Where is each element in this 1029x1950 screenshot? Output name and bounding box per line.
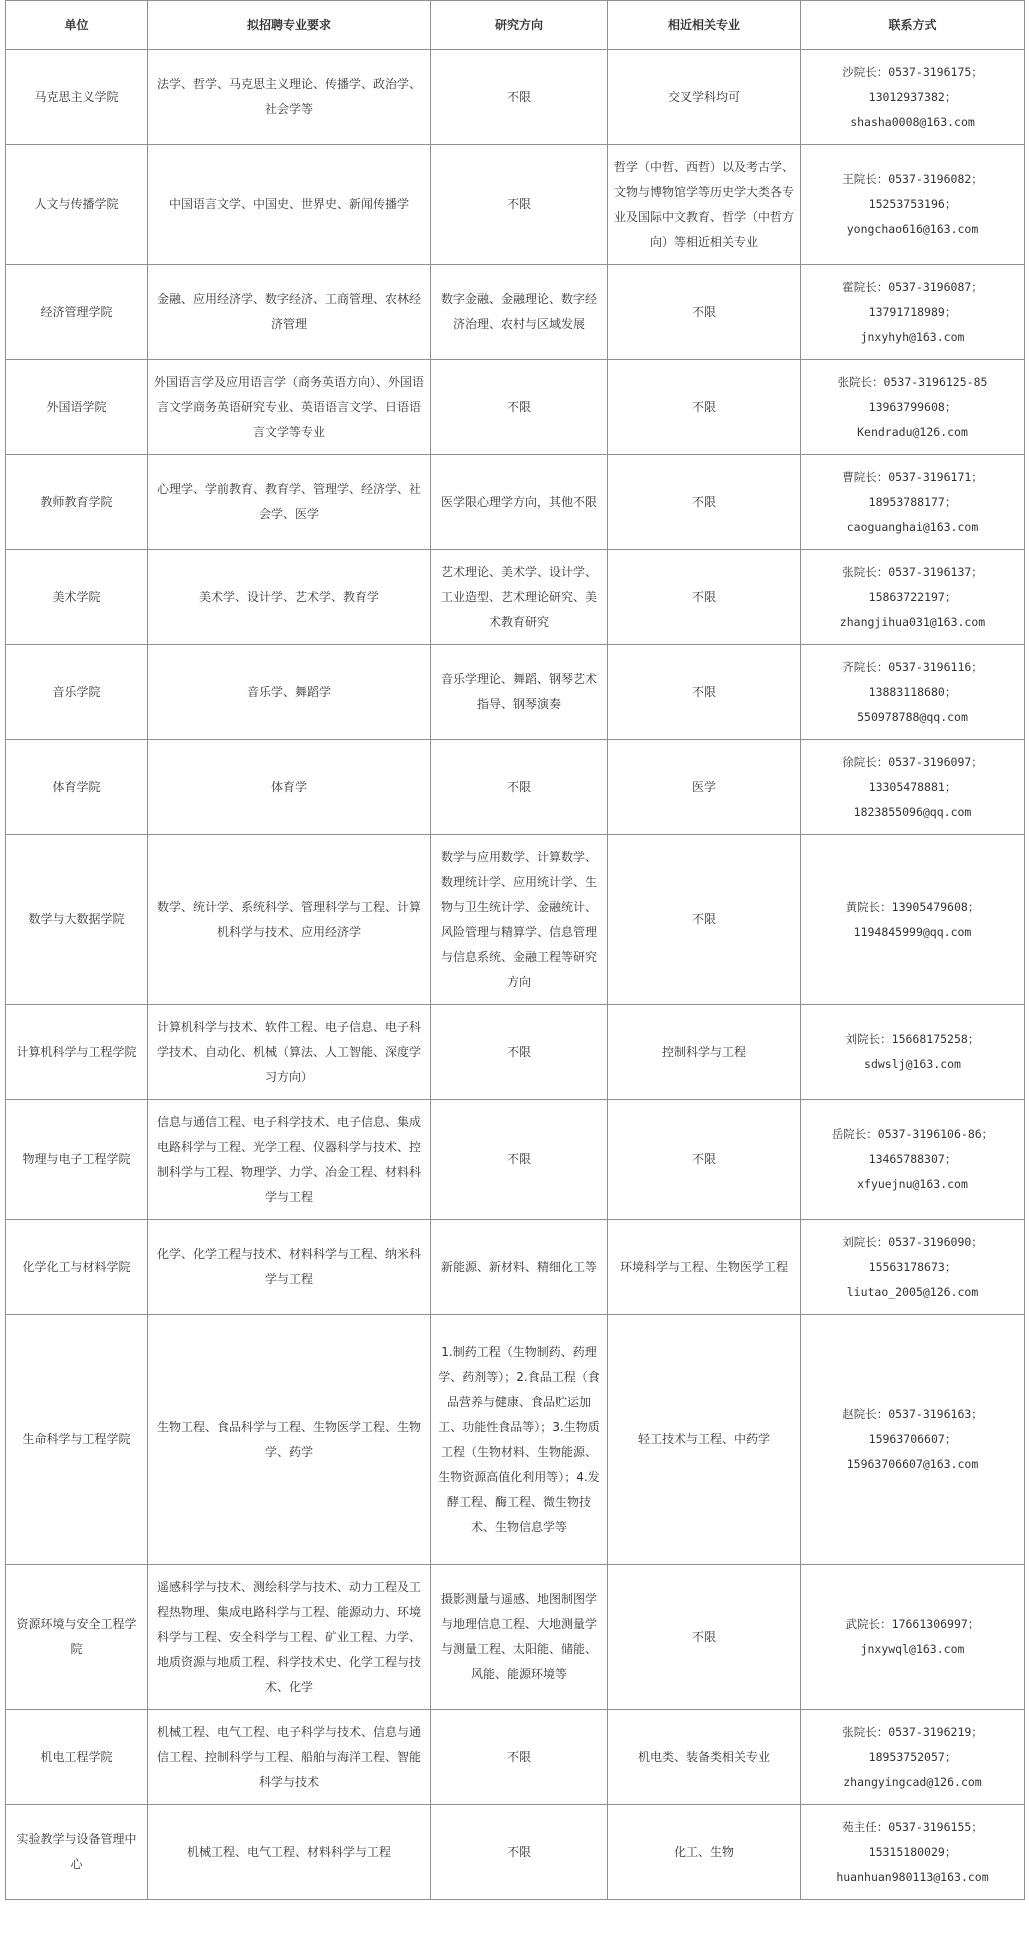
unit-cell: 生命科学与工程学院 (6, 1315, 148, 1565)
header-contact: 联系方式 (801, 1, 1025, 50)
contact-line: 15563178673； (868, 1259, 957, 1274)
contact-line: jnxywql@163.com (860, 1642, 965, 1656)
table-row (6, 645, 1025, 740)
related-cell: 不限 (608, 1100, 801, 1220)
unit-cell: 马克思主义学院 (6, 50, 148, 145)
contact-line: 13963799608； (868, 399, 957, 414)
unit-cell: 美术学院 (6, 550, 148, 645)
contact-cell (801, 1100, 1025, 1220)
table-row (6, 1565, 1025, 1710)
contact-line: 15315180029； (868, 1844, 957, 1859)
table-header-row (6, 1, 1025, 50)
unit-cell: 数学与大数据学院 (6, 835, 148, 1005)
unit-cell: 音乐学院 (6, 645, 148, 740)
contact-line: caoguanghai@163.com (846, 519, 979, 534)
table-row (6, 1805, 1025, 1900)
contact-line: 沙院长：0537-3196175； (842, 64, 983, 79)
recruitment-table (5, 0, 1025, 1900)
contact-line: 1823855096@qq.com (853, 804, 972, 819)
contact-line: zhangyingcad@126.com (843, 1774, 982, 1789)
direction-cell: 医学限心理学方向，其他不限 (431, 455, 608, 550)
contact-cell (801, 1220, 1025, 1315)
unit-cell: 体育学院 (6, 740, 148, 835)
contact-line: 赵院长：0537-3196163； (842, 1407, 983, 1421)
majors-cell: 机械工程、电气工程、电子科学与技术、信息与通信工程、控制科学与工程、船舶与海洋工程、智能科学与技术 (148, 1710, 431, 1805)
related-cell: 不限 (608, 645, 801, 740)
contact-line: 黄院长：13905479608； (845, 899, 980, 914)
contact-line: 15863722197； (868, 589, 957, 604)
related-cell: 轻工技术与工程、中药学 (608, 1315, 801, 1565)
related-cell: 环境科学与工程、生物医学工程 (608, 1220, 801, 1315)
majors-cell: 化学、化学工程与技术、材料科学与工程、纳米科学与工程 (148, 1220, 431, 1315)
direction-cell: 艺术理论、美术学、设计学、工业造型、艺术理论研究、美术教育研究 (431, 550, 608, 645)
table-row (6, 1220, 1025, 1315)
header-majors: 拟招聘专业要求 (148, 1, 431, 50)
header-direction: 研究方向 (431, 1, 608, 50)
contact-line: 刘院长：0537-3196090； (842, 1234, 983, 1249)
contact-line: huanhuan980113@163.com (836, 1869, 989, 1884)
header-unit: 单位 (6, 1, 148, 50)
direction-cell: 不限 (431, 1005, 608, 1100)
related-cell: 不限 (608, 1565, 801, 1710)
table-row (6, 1100, 1025, 1220)
related-cell: 不限 (608, 835, 801, 1005)
contact-line: sdwslj@163.com (864, 1057, 961, 1071)
contact-line: shasha0008@163.com (850, 114, 975, 129)
contact-line: 15963706607； (868, 1432, 957, 1446)
contact-line: 王院长：0537-3196082； (842, 172, 983, 186)
table-body (6, 50, 1025, 1900)
direction-cell: 音乐学理论、舞蹈、钢琴艺术指导、钢琴演奏 (431, 645, 608, 740)
direction-cell: 数字金融、金融理论、数字经济治理、农村与区域发展 (431, 265, 608, 360)
majors-cell: 数学、统计学、系统科学、管理科学与工程、计算机科学与技术、应用经济学 (148, 835, 431, 1005)
contact-line: 13791718989； (868, 304, 957, 319)
unit-cell: 化学化工与材料学院 (6, 1220, 148, 1315)
contact-cell (801, 550, 1025, 645)
majors-cell: 遥感科学与技术、测绘科学与技术、动力工程及工程热物理、集成电路科学与工程、能源动力、环境科学与工程、安全科学与工程、矿业工程、力学、地质资源与地质工程、科学技术史、化学工程与技术、化学 (148, 1565, 431, 1710)
contact-line: zhangjihua031@163.com (839, 614, 986, 629)
majors-cell: 心理学、学前教育、教育学、管理学、经济学、社会学、医学 (148, 455, 431, 550)
table-row (6, 50, 1025, 145)
contact-cell (801, 1005, 1025, 1100)
contact-line: 15253753196； (868, 197, 957, 211)
table-row (6, 1710, 1025, 1805)
contact-cell (801, 360, 1025, 455)
contact-cell (801, 50, 1025, 145)
contact-line: 13012937382； (868, 89, 957, 104)
table-row (6, 145, 1025, 265)
direction-cell: 不限 (431, 145, 608, 265)
direction-cell: 不限 (431, 1100, 608, 1220)
direction-cell: 不限 (431, 360, 608, 455)
unit-cell: 资源环境与安全工程学院 (6, 1565, 148, 1710)
contact-line: 武院长：17661306997； (845, 1617, 980, 1631)
contact-line: 徐院长：0537-3196097； (842, 754, 983, 769)
direction-cell: 不限 (431, 1710, 608, 1805)
contact-line: 13305478881； (868, 779, 957, 794)
related-cell: 交叉学科均可 (608, 50, 801, 145)
related-cell: 不限 (608, 455, 801, 550)
unit-cell: 外国语学院 (6, 360, 148, 455)
majors-cell: 法学、哲学、马克思主义理论、传播学、政治学、社会学等 (148, 50, 431, 145)
direction-cell: 不限 (431, 1805, 608, 1900)
table-row (6, 740, 1025, 835)
contact-line: 18953752057； (868, 1749, 957, 1764)
contact-cell (801, 145, 1025, 265)
related-cell: 控制科学与工程 (608, 1005, 801, 1100)
related-cell: 医学 (608, 740, 801, 835)
contact-cell (801, 1710, 1025, 1805)
related-cell: 机电类、装备类相关专业 (608, 1710, 801, 1805)
contact-cell (801, 1565, 1025, 1710)
table-row (6, 550, 1025, 645)
contact-line: 15963706607@163.com (846, 1457, 979, 1471)
contact-cell (801, 265, 1025, 360)
contact-line: 1194845999@qq.com (853, 924, 972, 939)
unit-cell: 经济管理学院 (6, 265, 148, 360)
contact-cell (801, 740, 1025, 835)
contact-cell (801, 645, 1025, 740)
contact-line: 岳院长：0537-3196106-86； (831, 1127, 994, 1141)
contact-line: 张院长：0537-3196125-85 (837, 374, 988, 389)
contact-line: 13465788307； (868, 1152, 957, 1166)
contact-line: 13883118680； (868, 684, 957, 699)
majors-cell: 中国语言文学、中国史、世界史、新闻传播学 (148, 145, 431, 265)
contact-line: 张院长：0537-3196137； (842, 564, 983, 579)
related-cell: 哲学（中哲、西哲）以及考古学、文物与博物馆学等历史学大类各专业及国际中文教育、哲学（中哲方向）等相近相关专业 (608, 145, 801, 265)
majors-cell: 体育学 (148, 740, 431, 835)
unit-cell: 物理与电子工程学院 (6, 1100, 148, 1220)
majors-cell: 金融、应用经济学、数字经济、工商管理、农林经济管理 (148, 265, 431, 360)
direction-cell: 新能源、新材料、精细化工等 (431, 1220, 608, 1315)
majors-cell: 信息与通信工程、电子科学技术、电子信息、集成电路科学与工程、光学工程、仪器科学与技术、控制科学与工程、物理学、力学、冶金工程、材料科学与工程 (148, 1100, 431, 1220)
contact-line: Kendradu@126.com (857, 424, 968, 439)
direction-cell: 1.制药工程（生物制药、药理学、药剂等）；2.食品工程（食品营养与健康、食品贮运加工、功能性食品等）；3.生物质工程（生物材料、生物能源、生物资源高值化利用等）；4.发酵工程、酶工程、微生物技术、生物信息学等 (431, 1315, 608, 1565)
majors-cell: 外国语言学及应用语言学（商务英语方向）、外国语言文学商务英语研究专业、英语语言文学、日语语言文学等专业 (148, 360, 431, 455)
contact-cell (801, 835, 1025, 1005)
contact-line: 齐院长：0537-3196116； (842, 659, 983, 674)
contact-line: 曹院长：0537-3196171； (842, 469, 983, 484)
contact-line: jnxyhyh@163.com (860, 329, 965, 344)
table-row (6, 835, 1025, 1005)
contact-line: yongchao616@163.com (846, 222, 979, 236)
direction-cell: 不限 (431, 50, 608, 145)
contact-line: 550978788@qq.com (857, 709, 968, 724)
contact-line: 刘院长：15668175258； (845, 1032, 980, 1046)
recruitment-table-container (5, 0, 1024, 1900)
contact-line: xfyuejnu@163.com (857, 1177, 968, 1191)
related-cell: 不限 (608, 265, 801, 360)
unit-cell: 实验教学与设备管理中心 (6, 1805, 148, 1900)
contact-line: 苑主任：0537-3196155； (842, 1819, 983, 1834)
unit-cell: 计算机科学与工程学院 (6, 1005, 148, 1100)
contact-line: 张院长：0537-3196219； (842, 1724, 983, 1739)
contact-cell (801, 1315, 1025, 1565)
direction-cell: 不限 (431, 740, 608, 835)
unit-cell: 机电工程学院 (6, 1710, 148, 1805)
table-row (6, 1315, 1025, 1565)
direction-cell: 摄影测量与遥感、地图制图学与地理信息工程、大地测量学与测量工程、太阳能、储能、风能、能源环境等 (431, 1565, 608, 1710)
table-row (6, 455, 1025, 550)
majors-cell: 计算机科学与技术、软件工程、电子信息、电子科学技术、自动化、机械（算法、人工智能、深度学习方向） (148, 1005, 431, 1100)
contact-line: 霍院长：0537-3196087； (842, 279, 983, 294)
related-cell: 不限 (608, 550, 801, 645)
contact-line: liutao_2005@126.com (846, 1284, 979, 1299)
unit-cell: 教师教育学院 (6, 455, 148, 550)
majors-cell: 音乐学、舞蹈学 (148, 645, 431, 740)
table-row (6, 265, 1025, 360)
related-cell: 不限 (608, 360, 801, 455)
contact-cell (801, 455, 1025, 550)
contact-line: 18953788177； (868, 494, 957, 509)
majors-cell: 机械工程、电气工程、材料科学与工程 (148, 1805, 431, 1900)
majors-cell: 生物工程、食品科学与工程、生物医学工程、生物学、药学 (148, 1315, 431, 1565)
contact-cell (801, 1805, 1025, 1900)
majors-cell: 美术学、设计学、艺术学、教育学 (148, 550, 431, 645)
table-row (6, 1005, 1025, 1100)
direction-cell: 数学与应用数学、计算数学、数理统计学、应用统计学、生物与卫生统计学、金融统计、风险管理与精算学、信息管理与信息系统、金融工程等研究方向 (431, 835, 608, 1005)
header-related: 相近相关专业 (608, 1, 801, 50)
unit-cell: 人文与传播学院 (6, 145, 148, 265)
table-row (6, 360, 1025, 455)
related-cell: 化工、生物 (608, 1805, 801, 1900)
